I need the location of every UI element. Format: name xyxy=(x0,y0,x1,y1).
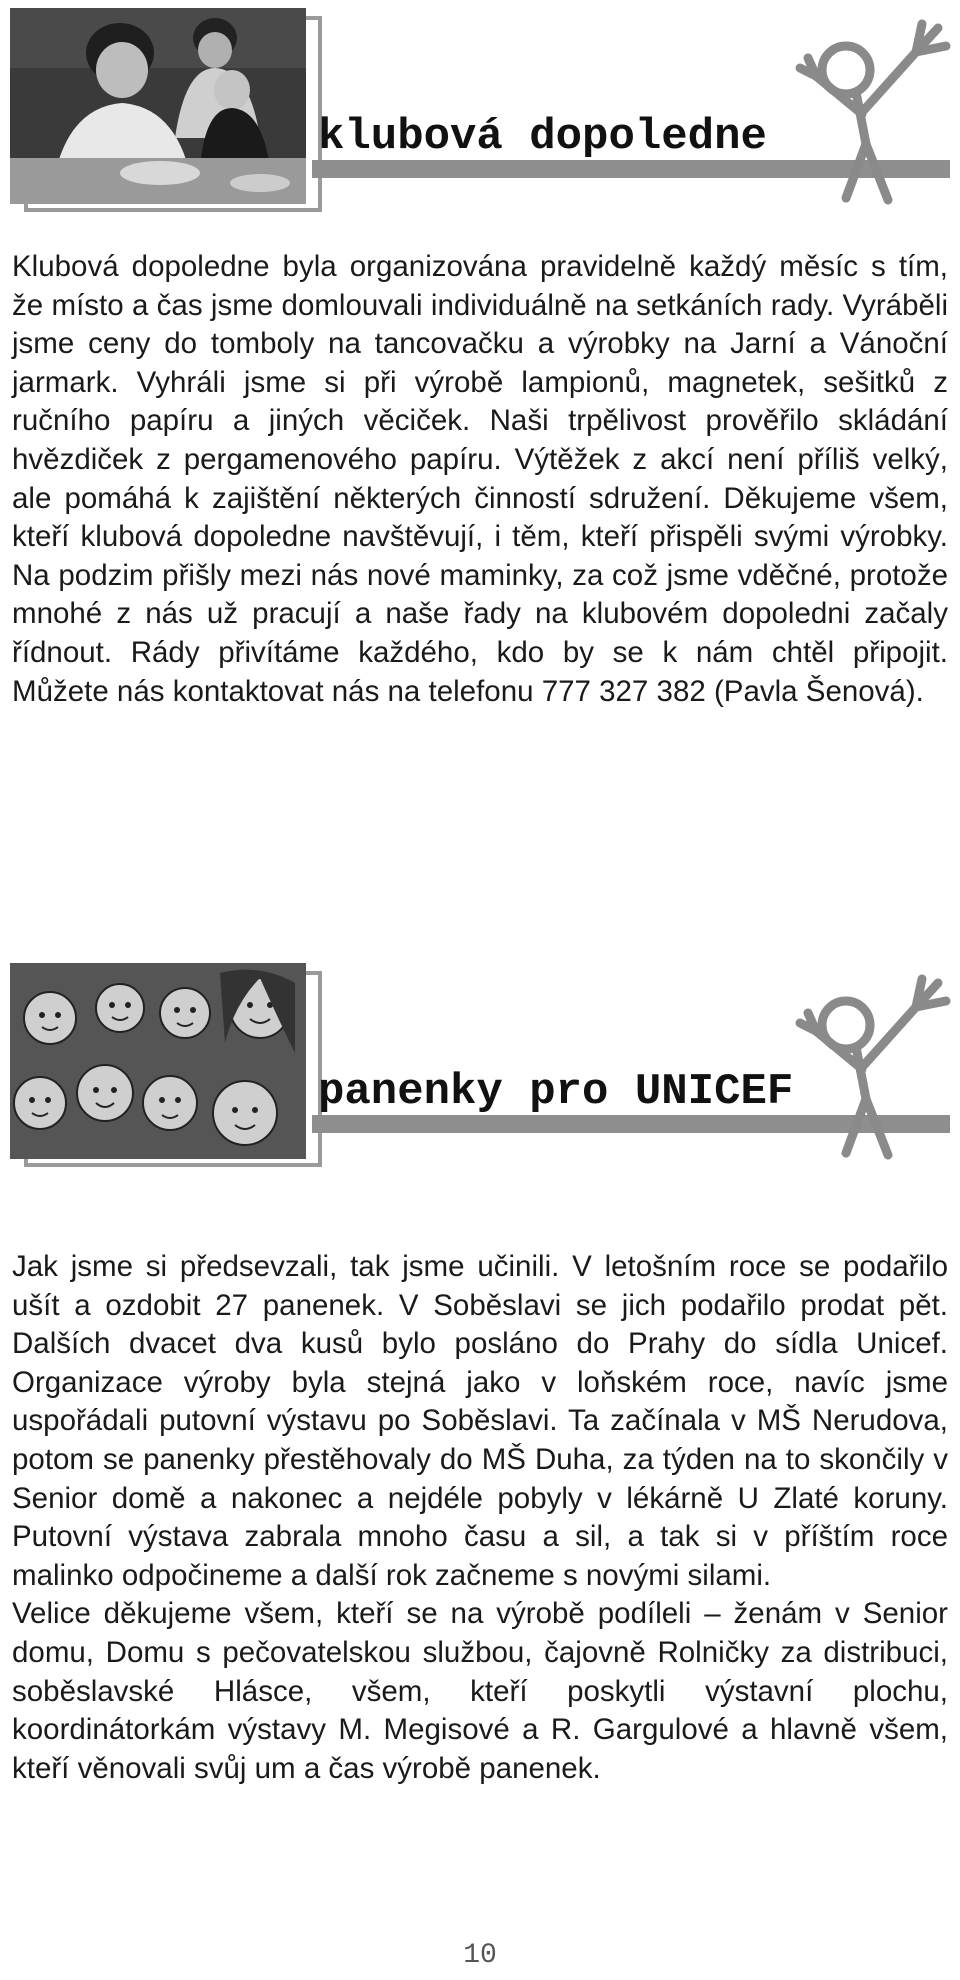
photo-dolls xyxy=(10,963,306,1159)
photo-people-crafting xyxy=(10,8,306,204)
section-photo-frame xyxy=(10,963,312,1159)
paragraph: Jak jsme si předsevzali, tak jsme učinili. V letošním roce se podařilo ušít a ozdobit 27 panenek. V Soběslavi se jich podařilo prodat pět. Dalších dvacet dva kusů bylo posláno do Prahy do sídla Unicef. Organizace výroby byla stejná jako v loňském roce, navíc jsme uspořádali putovní výstavu po Soběslavi. Ta začínala v MŠ Nerudova, potom se panenky přestěhovaly do MŠ Duha, za týden na to skončily v Senior domě a nakonec a nejdéle pobyly v lékárně U Zlaté koruny. Putovní výstava zabrala mnoho času a sil, a tak si v příštím roce malinko odpočineme a další rok začneme s novými silami. xyxy=(12,1250,948,1592)
page-number: 10 xyxy=(463,1940,497,1971)
section-photo-frame xyxy=(10,8,312,204)
paragraph: Klubová dopoledne byla organizována pravidelně každý měsíc s tím, že místo a čas jsme domlouvali individuálně na setkáních rady. Vyráběli jsme ceny do tomboly na tancovačku a výrobky na Jarní a Vánoční jarmark. Vyhráli jsme si při výrobě lampionů, magnetek, sešitků z ručního papíru a jiných věciček. Naši trpělivost prověřilo skládání hvězdiček z pergamenového papíru. Výtěžek z akcí není příliš velký, ale pomáhá k zajištění některých činností sdružení. Děkujeme všem, kteří klubová dopoledne navštěvují, i těm, kteří přispěli svými výrobky. Na podzim přišly mezi nás nové maminky, za což jsme vděčné, protože mnohé z nás už pracují a naše řady na klubovém dopoledni začaly řídnout. Rády přivítáme každého, kdo by se k nám chtěl připojit. Můžete nás kontaktovat nás na telefonu 777 327 382 (Pavla Šenová). xyxy=(12,250,948,708)
section-title: panenky pro UNICEF xyxy=(318,1067,794,1117)
section-title: klubová dopoledne xyxy=(318,112,767,162)
section-klubova-dopoledne xyxy=(0,0,960,215)
section-body-text xyxy=(12,1248,948,1788)
stick-figure-icon xyxy=(788,961,958,1167)
paragraph: Velice děkujeme všem, kteří se na výrobě podíleli – ženám v Senior domu, Domu s pečovatelskou službou, čajovně Rolničky za distribuci, soběslavské Hlásce, všem, kteří poskytli výstavní plochu, koordinátorkám výstavy M. Megisové a R. Gargulové a hlavně všem, kteří věnovali svůj um a čas výrobě panenek. xyxy=(12,1597,948,1785)
section-body-text xyxy=(12,248,948,711)
stick-figure-icon xyxy=(788,6,958,212)
section-panenky-pro-unicef xyxy=(0,955,960,1170)
